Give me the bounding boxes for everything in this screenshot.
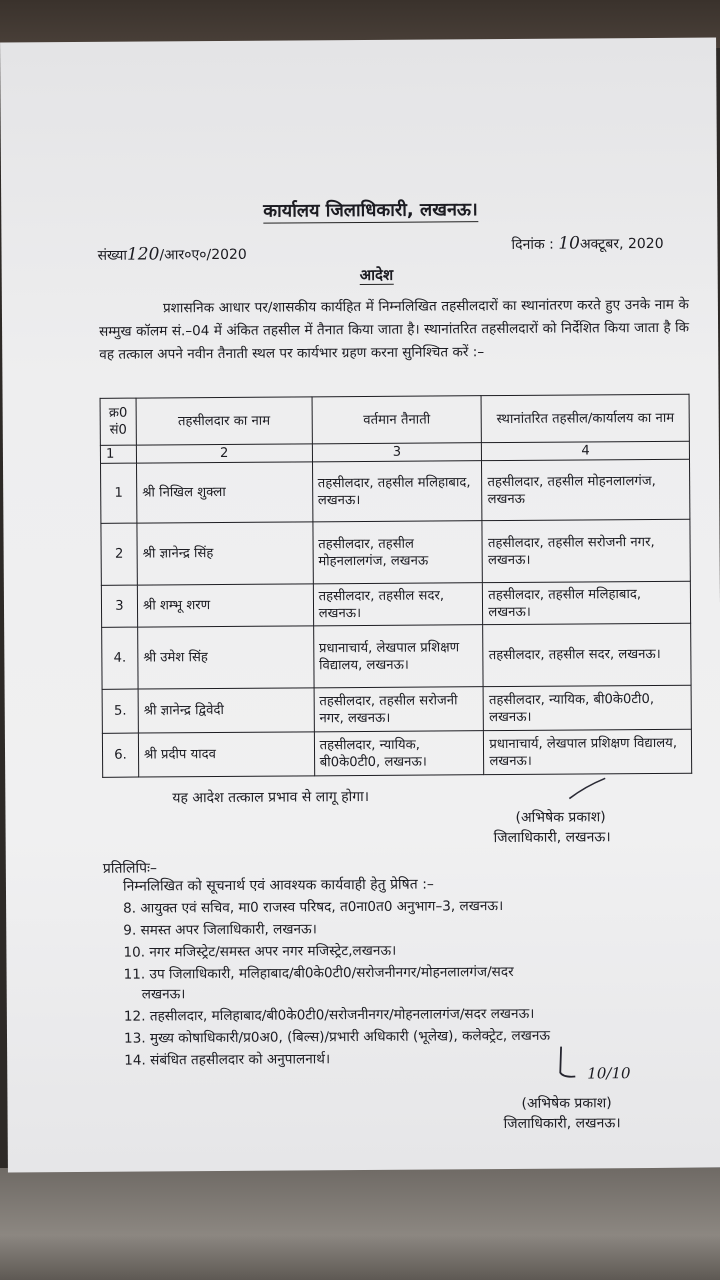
handwritten-signature-date: 10/10	[587, 1064, 631, 1083]
table-row: 6. श्री प्रदीप यादव तहसीलदार, न्यायिक, बी0के0टी0, लखनऊ। प्रधानाचार्य, लेखपाल प्रशिक्षण विद्यालय, लखनऊ।	[102, 729, 691, 777]
table-row: 3 श्री शम्भू शरण तहसीलदार, तहसील सदर, लखनऊ। तहसीलदार, तहसील मलिहाबाद, लखनऊ।	[101, 581, 690, 627]
header-current-posting: वर्तमान तैनाती	[312, 396, 482, 444]
table-row: 5. श्री ज्ञानेन्द्र द्विवेदी तहसीलदार, तहसील सरोजनी नगर, लखनऊ। तहसीलदार, न्यायिक, बी0के0टी0, लखनऊ।	[102, 685, 691, 733]
table-row: 1 श्री निखिल शुक्ला तहसीलदार, तहसील मलिहाबाद, लखनऊ। तहसीलदार, तहसील मोहनलालगंज, लखनऊ	[101, 459, 690, 523]
background-bottom	[0, 1168, 720, 1280]
table-row: 2 श्री ज्ञानेन्द्र सिंह तहसीलदार, तहसील मोहनलालगंज, लखनऊ तहसीलदार, तहसील सरोजनी नगर, लखनऊ।	[101, 519, 690, 585]
copy-item: 11. उप जिलाधिकारी, मलिहाबाद/बी0के0टी0/सरोजनीनगर/मोहनलालगंज/सदर	[123, 963, 514, 983]
copy-item: 9. समस्त अपर जिलाधिकारी, लखनऊ।	[123, 921, 317, 939]
reference-number: संख्या120/आर०ए०/2020	[97, 244, 247, 265]
copy-item: 13. मुख्य कोषाधिकारी/प्र0अ0, (बिल्स)/प्रभारी अधिकारी (भूलेख), कलेक्ट्रेट, लखनऊ	[123, 1027, 551, 1047]
table-column-numbers: 1 2 3 4	[100, 441, 689, 463]
document-page	[0, 38, 720, 1173]
signatory-title: जिलाधिकारी, लखनऊ।	[493, 829, 611, 847]
header-transferred-to: स्थानांतरित तहसील/कार्यालय का नाम	[481, 394, 689, 442]
office-title: कार्यालय जिलाधिकारी, लखनऊ।	[263, 199, 478, 222]
copy-item: 8. आयुक्त एवं सचिव, मा0 राजस्व परिषद, त0ना0त0 अनुभाग–3, लखनऊ।	[123, 898, 504, 917]
order-date: दिनांक : 10अक्टूबर, 2020	[511, 233, 664, 254]
transfer-table	[100, 394, 693, 778]
handwritten-ref-number: 120	[126, 244, 160, 265]
header-name: तहसीलदार का नाम	[136, 397, 312, 445]
signature-mark	[565, 776, 609, 802]
header-sno: क्र0 सं0	[100, 398, 136, 445]
copy-item: 10. नगर मजिस्ट्रेट/समस्त अपर नगर मजिस्ट्रेट,लखनऊ।	[123, 942, 397, 961]
effect-line: यह आदेश तत्काल प्रभाव से लागू होगा।	[172, 788, 370, 807]
copy-item: 14. संबंधित तहसीलदार को अनुपालनार्थ।	[124, 1051, 331, 1069]
copy-item: लखनऊ।	[141, 986, 186, 1003]
copy-label: प्रतिलिपिः–	[102, 860, 157, 877]
signatory-title-copy: जिलाधिकारी, लखनऊ।	[503, 1115, 621, 1133]
handwritten-date-day: 10	[558, 233, 581, 254]
copy-item: 12. तहसीलदार, मलिहाबाद/बी0के0टी0/सरोजनीनगर/मोहनलालगंज/सदर लखनऊ।	[123, 1005, 535, 1025]
table-row: 4. श्री उमेश सिंह प्रधानाचार्य, लेखपाल प्रशिक्षण विद्यालय, लखनऊ। तहसीलदार, तहसील सदर, लखनऊ।	[102, 623, 691, 689]
signatory-name: (अभिषेक प्रकाश)	[515, 809, 606, 826]
signature-mark	[543, 1042, 583, 1082]
order-heading: आदेश	[359, 265, 394, 285]
signatory-name-copy: (अभिषेक प्रकाश)	[521, 1095, 612, 1112]
copy-intro: निम्नलिखित को सूचनार्थ एवं आवश्यक कार्यवाही हेतु प्रेषित :–	[122, 876, 434, 895]
order-body: प्रशासनिक आधार पर/शासकीय कार्यहित में निम्नलिखित तहसीलदारों का स्थानांतरण करते हुए उनके नाम के सम्मुख कॉलम सं.–04 में अंकित तहसील में तैनात किया जाता है। स्थानांतरित तहसीलदारों को निर्देशित किया जाता है कि वह तत्काल अपने नवीन तैनाती स्थल पर कार्यभार ग्रहण करना सुनिश्चित करें :–	[99, 296, 690, 363]
table-header-row	[100, 394, 689, 445]
